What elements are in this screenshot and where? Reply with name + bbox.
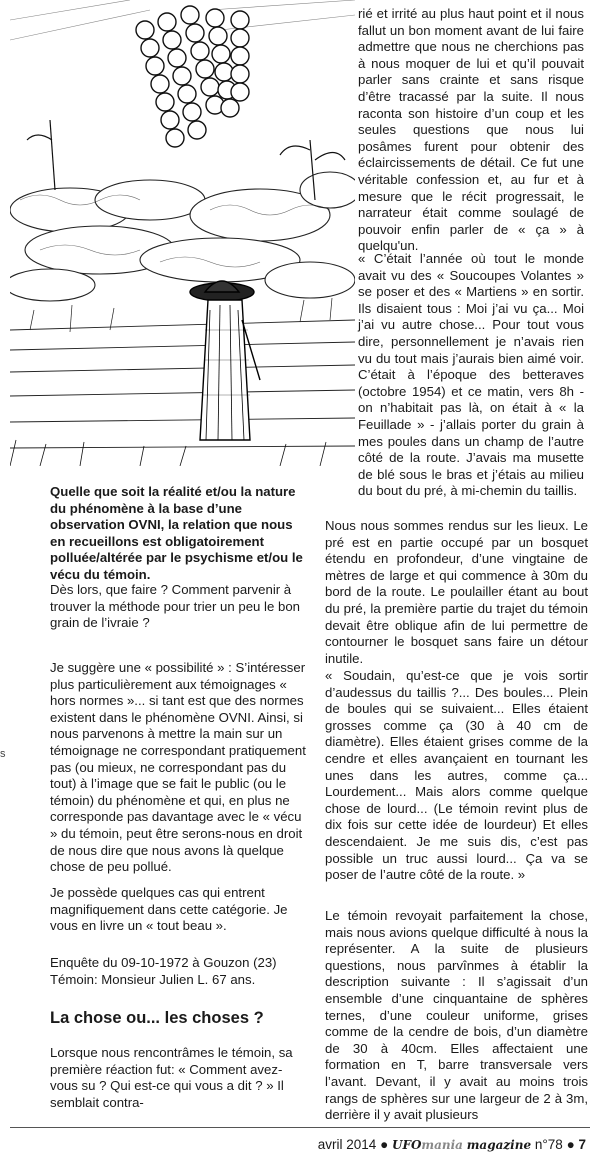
logo-ufo: UFO xyxy=(391,1138,422,1152)
issue-number: n°78 xyxy=(534,1137,563,1152)
bullet-separator: ● xyxy=(566,1137,575,1152)
article-paragraph: Je possède quelques cas qui entrent magnifiquement dans cette catégorie. Je vous en livre un « tout beau ». xyxy=(50,885,288,934)
issue-date: avril 2014 xyxy=(317,1137,377,1152)
article-paragraph: « Soudain, qu’est-ce que je vois sortir d’audessus du taillis ?... Des boules... Plein de boules qui se suivaient... Elles étaient grosses comme ça (30 à 40 cm de diamètre). Elles étaient grises comme de la cendre et elles avançaient en tournant les unes dans les autres, comme ça... Lourdement... Mais alors comme quelque chose de lourd... (Le témoin revint plus de dix fois sur cette idée de lourdeur) Et elles descendaient. Je me suis dis, c’est pas possible un truc aussi lourd... Ça va se poser de l’autre côté de la route. » xyxy=(325,668,588,883)
article-paragraph: « C’était l’année où tout le monde avait vu des « Soucoupes Volantes » se poser et des « Martiens » en sortir. Ils disaient tous : Moi j’ai vu ça... Moi j’ai vu autre chose... Pour tout vous dire, personnellement je n’avais rien vu du tout mais j’aurais bien aimé voir. C’était à l’époque des betteraves (octobre 1954) et ce matin, vers 8h - on n’habitait pas là, on était à « la Feuillade » - j’allais porter du grain à mes poules dans un champ de l’autre côté de la route. J’avais ma musette de blé sous le bras et j’étais au milieu du bout du pré, à mi-chemin du taillis. xyxy=(358,251,584,499)
section-heading: La chose ou... les choses ? xyxy=(50,1009,264,1027)
article-paragraph: Je suggère une « possibilité » : S’intéresser plus particulièrement aux témoignages « hors normes »... si tant est que des normes existent dans le phénomène OVNI. Ainsi, si nous parvenons à mettre la main sur un témoignage ne correspondant pratiquement pas (ou mieux, ne correspondant pas du tout) à l’image que se fait le public (ou le témoin) du phénomène et qui, en plus ne corresponde pas davantage avec le « vécu » du témoin, peut être serons-nous en droit de nous dire que nous avons là quelque chose de peu pollué. xyxy=(50,660,306,875)
article-paragraph: rié et irrité au plus haut point et il nous fallut un bon moment avant de lui faire admettre que nous ne cherchions pas à nous moquer de lui et qu’il pouvait parler sans crainte et sans risque d’être tracassé par la suite. Il nous raconta son histoire d’un coup et les seules questions que nous lui posâmes furent pour obtenir des éclaircissements de détail. Ce fut une véritable confession et, au fur et à mesure que le récit progressait, le narrateur était comme soulagé de pouvoir enfin parler de « ça » à quelqu'un. xyxy=(358,6,584,254)
logo-magazine: magazine xyxy=(466,1138,532,1152)
article-paragraph: Lorsque nous rencontrâmes le témoin, sa première réaction fut: « Comment avez-vous su ? Qui est-ce qui vous a dit ? » Il semblait contra- xyxy=(50,1045,293,1110)
page-number: 7 xyxy=(578,1137,586,1152)
footer-text xyxy=(318,1137,586,1152)
logo-mania: mania xyxy=(421,1138,463,1152)
bullet-separator: ● xyxy=(380,1137,389,1152)
temoin-line: Témoin: Monsieur Julien L. 67 ans. xyxy=(50,972,256,987)
enquete-line: Enquête du 09-10-1972 à Gouzon (23) xyxy=(50,955,277,970)
article-paragraph: Le témoin revoyait parfaitement la chose, mais nous avions quelque difficulté à nous la représenter. A la suite de plusieurs questions, nous parvînmes à établir la description suivante : Il s’agissait d’un ensemble d’une cinquantaine de sphères ternes, d’une couleur uniforme, grises comme de la cendre de bois, d’un diamètre de 30 à 40cm. Elles affectaient une formation en T, barre transversale vers l’avant. Devant, il y avait au moins trois rangs de sphères sur une largeur de 2 à 3m, derrière il y avait plusieurs xyxy=(325,908,588,1123)
engraving-drawing xyxy=(10,0,355,466)
article-paragraph: Nous nous sommes rendus sur les lieux. Le pré est en partie occupé par un bosquet étendu en profondeur, d’une vingtaine de mètres de large et qui commence à 30m du bord de la route. Le poulailler étant au bout du pré, la première partie du trajet du témoin devait être oblique afin de lui permettre de contourner le bosquet sans faire un détour inutile. xyxy=(325,518,588,666)
edge-mark: s xyxy=(0,748,6,760)
article-paragraph: Dès lors, que faire ? Comment parvenir à trouver la méthode pour trier un peu le bon grain de l’ivraie ? xyxy=(50,582,300,631)
footer-rule xyxy=(10,1127,590,1128)
page-footer xyxy=(10,1127,590,1157)
ufo-illustration xyxy=(10,0,355,466)
intro-paragraph: Quelle que soit la réalité et/ou la nature du phénomène à la base d’une observation OVNI, la relation que nous en recueillons est obligatoirement polluée/altérée par le psychisme et/ou le vécu du témoin. xyxy=(50,484,303,582)
